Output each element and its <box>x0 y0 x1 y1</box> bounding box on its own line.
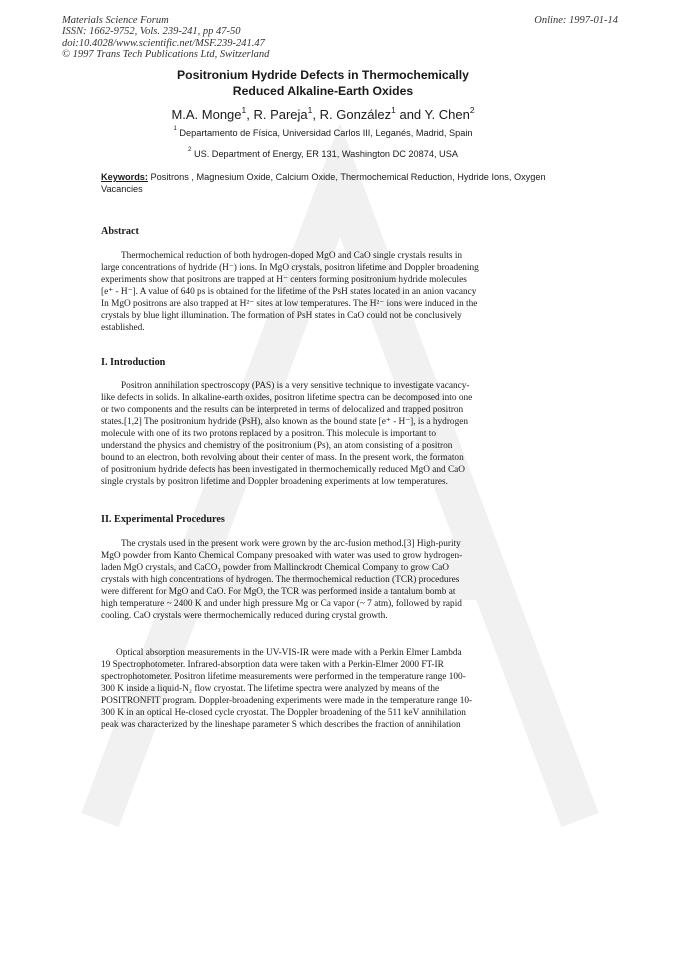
text-line: 300 K inside a liquid-N₂ flow cryostat. The lifetime spectra were analyzed by means of the <box>101 684 440 695</box>
text-line: Thermochemical reduction of both hydrogen-doped MgO and CaO single crystals results in <box>121 251 463 261</box>
text-line: In MgO positrons are also trapped at H²⁻ sites at low temperatures. The H²⁻ ions were induced in the <box>101 299 478 310</box>
online-date: Online: 1997-01-14 <box>534 15 618 26</box>
text-line: [e⁺ - H⁻]. A value of 640 ps is obtained for the lifetime of the PsH states located in an anion vacancy <box>101 287 477 298</box>
text-line: or two components and the results can be interpreted in terms of delocalized and trapped positron <box>101 405 464 416</box>
journal-name: Materials Science Forum <box>62 15 169 26</box>
text-line: The crystals used in the present work were grown by the arc-fusion method.[3] High-purity <box>121 539 461 549</box>
author-separator: , <box>246 107 254 122</box>
issn-line: ISSN: 1662-9752, Vols. 239-241, pp 47-50 <box>62 26 241 38</box>
text-line: MgO powder from Kanto Chemical Company presoaked with water was used to grow hydrogen- <box>101 551 463 562</box>
affiliation-mark: 1 <box>173 126 177 132</box>
text-line: peak was characterized by the lineshape parameter S which describes the fraction of annihilation <box>101 720 461 731</box>
keywords <box>101 172 577 195</box>
keywords-label: Keywords: <box>101 172 148 182</box>
title-line-1: Positronium Hydride Defects in Thermochemically <box>177 68 469 82</box>
doi-link[interactable]: doi:10.4028/www.scientific.net/MSF.239-241.47 <box>62 37 265 49</box>
text-line: spectrophotometer. Positron lifetime measurements were performed in the temperature range 100- <box>101 672 466 683</box>
affiliation-mark: 2 <box>188 147 192 153</box>
text-line: POSITRONFIT program. Doppler-broadening experiments were made in the temperature range 10- <box>101 696 473 707</box>
text-line: Optical absorption measurements in the UV-VIS-IR were made with a Perkin Elmer Lambda <box>116 648 462 658</box>
title-line-2: Reduced Alkaline-Earth Oxides <box>232 83 414 98</box>
text-line: single crystals by positron lifetime and Doppler broadening experiments at low temperatures. <box>101 477 448 488</box>
journal-metadata <box>62 15 269 60</box>
affiliation-text: Departamento de Física, Universidad Carlos III, Leganés, Madrid, Spain <box>179 128 473 138</box>
text-line: high temperature ~ 2400 K and under high pressure Mg or Ca vapor (~ 7 atm), followed by rapid <box>101 599 462 610</box>
author-name: R. Pareja <box>253 107 308 122</box>
author-affiliation-mark: 2 <box>469 105 475 115</box>
author-affiliation-mark: 1 <box>241 105 247 115</box>
abstract-heading: Abstract <box>101 226 139 237</box>
text-line: cooling. CaO crystals were thermochemically reduced during crystal growth. <box>101 611 388 622</box>
experimental-paragraph-2 <box>101 647 547 731</box>
text-line: understand the physics and chemistry of the positronium (Ps), an atom consisting of a positron <box>101 441 453 452</box>
author-name: Y. Chen <box>424 107 470 122</box>
text-line: molecule with one of its two protons replaced by a positron. This molecule is important to <box>101 429 436 440</box>
author-list <box>100 107 546 122</box>
affiliation-1 <box>100 128 546 138</box>
paper-title <box>100 68 546 99</box>
text-line: were different for MgO and CaO. For MgO, the TCR was performed inside a tantalum bomb at <box>101 587 456 598</box>
text-line: Positron annihilation spectroscopy (PAS) is a very sensitive technique to investigate vacancy- <box>121 381 470 391</box>
text-line: laden MgO crystals, and CaCO₃ powder from Mallinckrodt Chemical Company to grow CaO <box>101 563 449 574</box>
abstract-body <box>101 250 547 334</box>
text-line: like defects in solids. In alkaline-earth oxides, positron lifetime spectra can be decomposed into one <box>101 393 473 404</box>
affiliation-text: US. Department of Energy, ER 131, Washington DC 20874, USA <box>193 149 458 159</box>
author-name: M.A. Monge <box>171 107 242 122</box>
text-line: states.[1,2] The positronium hydride (PsH), also known as the bound state [e⁺ - H⁻], is a hydrogen <box>101 417 468 428</box>
author-affiliation-mark: 1 <box>307 105 313 115</box>
affiliation-2 <box>100 149 546 159</box>
text-line: bound to an electron, both revolving about their center of mass. In the present work, the formaton <box>101 453 464 464</box>
author-separator: , <box>312 107 320 122</box>
introduction-body <box>101 380 547 488</box>
introduction-heading: I. Introduction <box>101 357 166 368</box>
copyright-line: © 1997 Trans Tech Publications Ltd, Switzerland <box>62 48 270 60</box>
text-line: crystals by blue light illumination. The formation of PsH states in CaO could not be conclusively <box>101 311 462 322</box>
keywords-text: Positrons , Magnesium Oxide, Calcium Oxide, Thermochemical Reduction, Hydride Ions, Oxygen Vacancies <box>101 172 546 194</box>
experimental-paragraph-1 <box>101 538 547 622</box>
text-line: 19 Spectrophotometer. Infrared-absorption data were taken with a Perkin-Elmer 2000 FT-IR <box>101 660 444 671</box>
author-name: R. González <box>319 107 392 122</box>
text-line: of positronium hydride defects has been investigated in thermochemically reduced MgO and CaO <box>101 465 466 476</box>
text-line: established. <box>101 323 145 334</box>
text-line: 300 K in an optical He-closed cycle cryostat. The Doppler broadening of the 511 keV annihilation <box>101 708 466 719</box>
text-line: crystals with high concentrations of hydrogen. The thermochemical reduction (TCR) procedures <box>101 575 460 586</box>
author-affiliation-mark: 1 <box>391 105 396 115</box>
experimental-heading: II. Experimental Procedures <box>101 514 225 525</box>
text-line: experiments show that positrons are trapped at H⁻ centers forming positronium hydride molecules <box>101 275 467 286</box>
text-line: large concentrations of hydride (H⁻) ions. In MgO crystals, positron lifetime and Doppler broadening <box>101 263 479 274</box>
author-separator: and <box>395 107 425 122</box>
